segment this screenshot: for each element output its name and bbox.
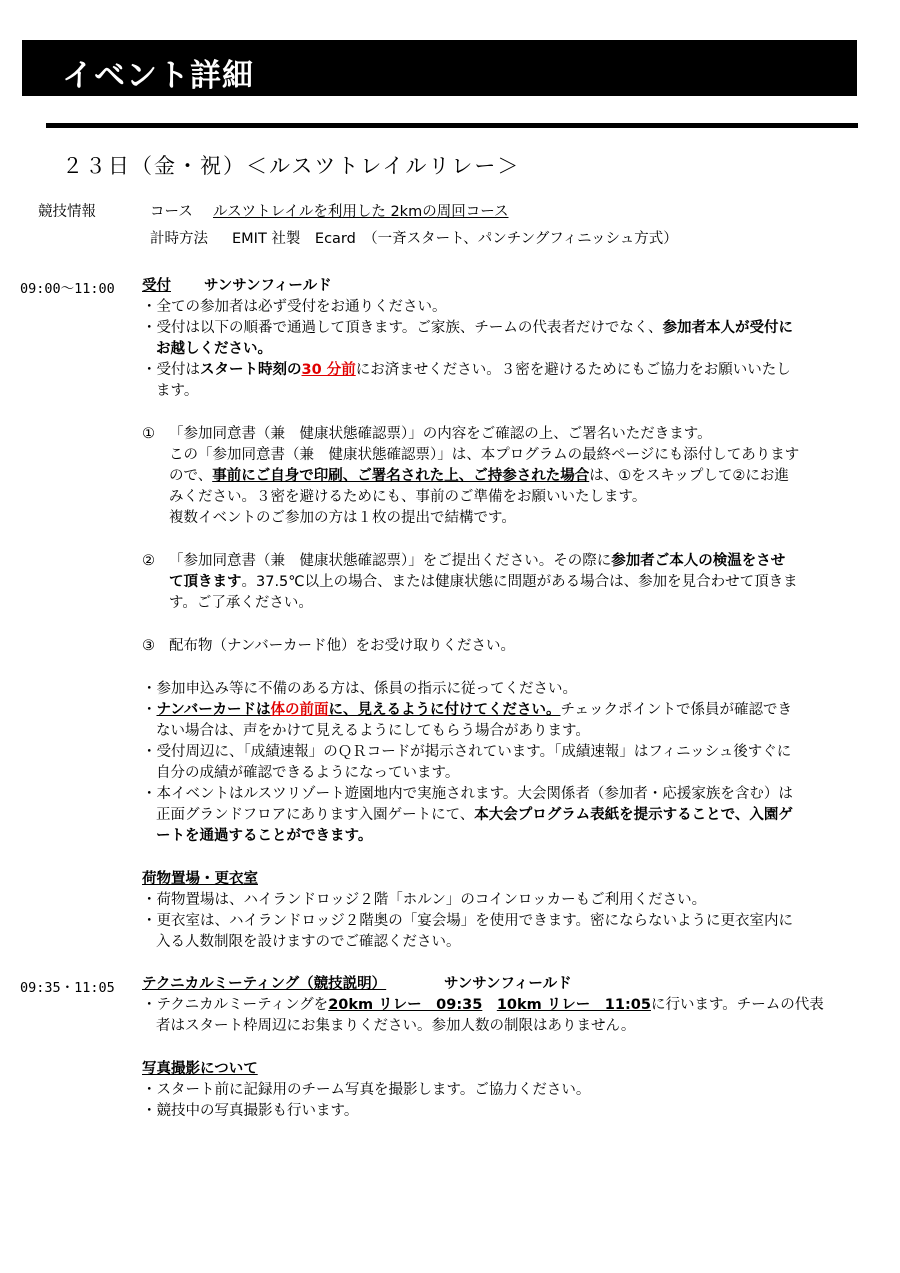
divider [46, 123, 858, 128]
baggage-line-1: ・荷物置場は、ハイランドロッジ２階「ホルン」のコインロッカーもご利用ください。 [142, 892, 707, 908]
note-3-cont: 自分の成績が確認できるようになっています。 [156, 765, 460, 781]
note-2: ・ナンバーカードは体の前面に、見えるように付けてください。チェックポイントで係員が確認でき [142, 702, 793, 718]
photo-line-1: ・スタート前に記録用のチーム写真を撮影します。ご協力ください。 [142, 1082, 591, 1098]
meeting-title: テクニカルミーティング（競技説明） [142, 976, 387, 992]
step-1-line-4: みください。３密を避けるためにも、事前のご準備をお願いいたします。 [169, 489, 647, 505]
step-1-number: ① [142, 426, 155, 442]
reception-bullet-2-cont: お越しください。 [156, 341, 272, 357]
note-4: ・本イベントはルスツリゾート遊園地内で実施されます。大会関係者（参加者・応援家族を含む）は [142, 786, 793, 802]
meeting-time: 09:35・11:05 [20, 980, 115, 996]
note-4-cont-2: ートを通過することができます。 [156, 828, 373, 844]
meeting-line-1: ・テクニカルミーティングを20km リレー 09:35 10km リレー 11:05に行います。チームの代表 [142, 997, 824, 1013]
course-label: コース [150, 204, 193, 220]
timing-label: 計時方法 [150, 231, 208, 247]
reception-place: サンサンフィールド [204, 278, 332, 294]
reception-bullet-2: ・受付は以下の順番で通過して頂きます。ご家族、チームの代表者だけでなく、参加者本人が受付に [142, 320, 794, 336]
reception-bullet-3-cont: ます。 [156, 383, 199, 399]
photo-title: 写真撮影について [142, 1061, 258, 1077]
page-title: イベント詳細 [62, 58, 254, 94]
step-3-line-1: 配布物（ナンバーカード他）をお受け取りください。 [169, 638, 515, 654]
step-2-number: ② [142, 553, 155, 569]
step-1-line-3: ので、事前にご自身で印刷、ご署名された上、ご持参された場合は、①をスキップして②にお進 [169, 468, 789, 484]
course-value: ルスツトレイルを利用した 2kmの周回コース [213, 204, 509, 220]
baggage-line-3: 入る人数制限を設けますのでご確認ください。 [156, 934, 461, 950]
reception-bullet-3: ・受付はスタート時刻の30 分前にお済ませください。３密を避けるためにもご協力をお願いいたし [142, 362, 791, 378]
note-4-cont: 正面グランドフロアにあります入園ゲートにて、本大会プログラム表紙を提示することで、入園ゲ [156, 807, 793, 823]
baggage-title: 荷物置場・更衣室 [142, 871, 258, 887]
meeting-line-2: 者はスタート枠周辺にお集まりください。参加人数の制限はありません。 [156, 1018, 636, 1034]
step-1-line-2: この「参加同意書（兼 健康状態確認票）」は、本プログラムの最終ページにも添付してあります [169, 447, 800, 463]
note-2-cont: ない場合は、声をかけて見えるようにしてもらう場合があります。 [156, 723, 590, 739]
reception-time: 09:00～11:00 [20, 281, 115, 297]
step-1-line-1: 「参加同意書（兼 健康状態確認票）」の内容をご確認の上、ご署名いただきます。 [169, 426, 712, 442]
note-1: ・参加申込み等に不備のある方は、係員の指示に従ってください。 [142, 681, 577, 697]
race-info-label: 競技情報 [38, 204, 96, 220]
baggage-line-2: ・更衣室は、ハイランドロッジ２階奥の「宴会場」を使用できます。密にならないように更衣室内に [142, 913, 794, 929]
step-2-line-3: す。ご了承ください。 [169, 595, 313, 611]
reception-bullet-1: ・全ての参加者は必ず受付をお通りください。 [142, 299, 447, 315]
step-1-line-5: 複数イベントのご参加の方は１枚の提出で結構です。 [169, 510, 516, 526]
meeting-place: サンサンフィールド [444, 976, 572, 992]
photo-line-2: ・競技中の写真撮影も行います。 [142, 1103, 359, 1119]
step-3-number: ③ [142, 638, 155, 654]
note-3: ・受付周辺に、「成績速報」のＱＲコードが掲示されています。「成績速報」はフィニッシュ後すぐに [142, 744, 792, 760]
reception-title: 受付 [142, 278, 171, 294]
timing-value: EMIT 社製 Ecard （一斉スタート、パンチングフィニッシュ方式） [232, 231, 678, 247]
step-2-line-2: て頂きます。37.5℃以上の場合、または健康状態に問題がある場合は、参加を見合わせて頂きま [169, 574, 798, 590]
day-heading: ２３日（金・祝）＜ルスツトレイルリレー＞ [62, 154, 521, 178]
step-2-line-1: 「参加同意書（兼 健康状態確認票）」をご提出ください。その際に参加者ご本人の検温をさせ [169, 553, 786, 569]
